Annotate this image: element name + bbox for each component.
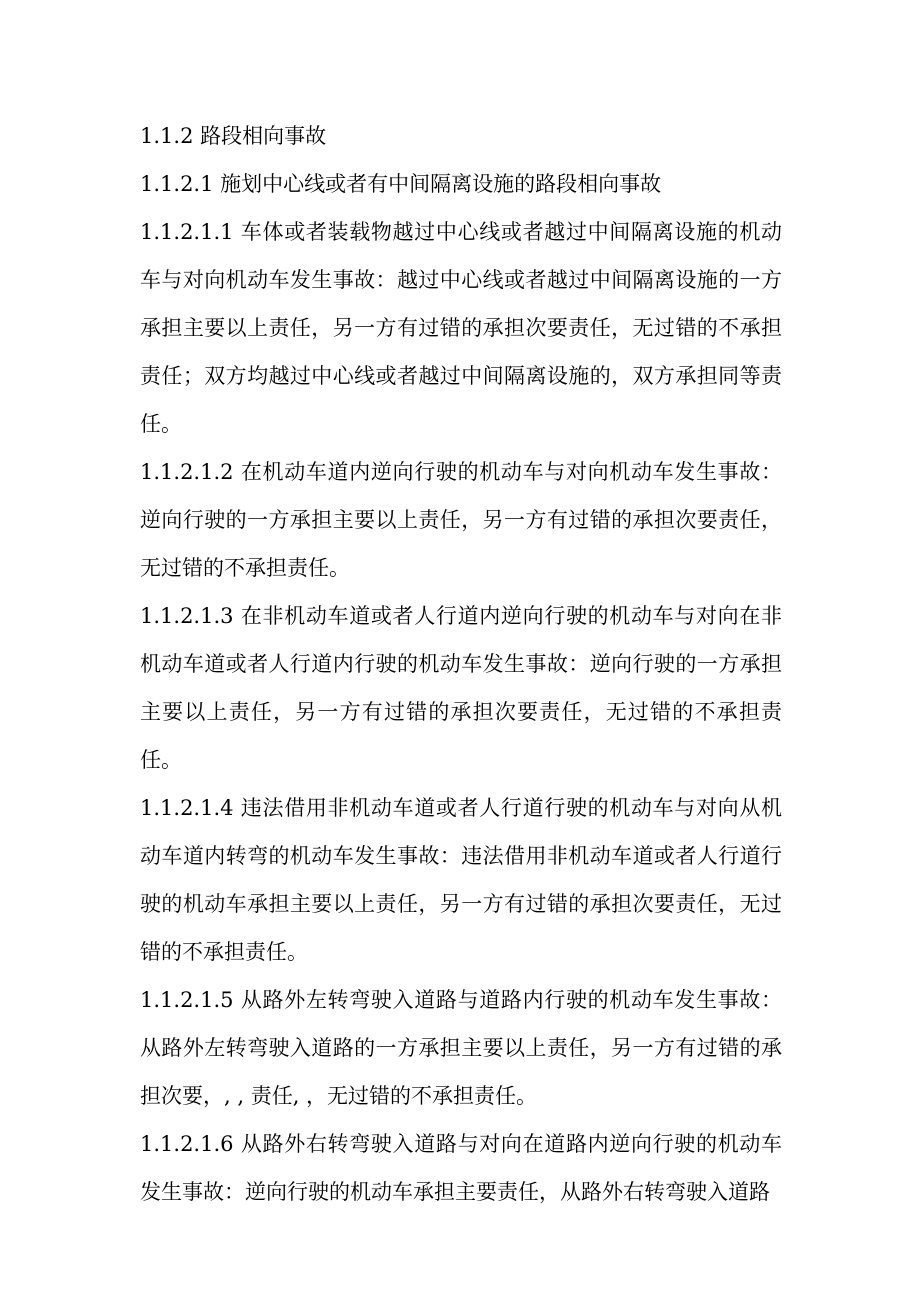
subsection-heading: 1.1.2.1 施划中心线或者有中间隔离设施的路段相向事故 (140, 172, 662, 196)
document-body (140, 112, 782, 1216)
section-heading: 1.1.2 路段相向事故 (140, 124, 327, 148)
clause-1-1-2-1-5: 1.1.2.1.5 从路外左转弯驶入道路与道路内行驶的机动车发生事故：从路外左转弯驶入道路的一方承担主要以上责任，另一方有过错的承担次要，, , 责任, ，无过错的不承担责任。 (140, 988, 782, 1108)
clause-1-1-2-1-4: 1.1.2.1.4 违法借用非机动车道或者人行道行驶的机动车与对向从机动车道内转弯的机动车发生事故：违法借用非机动车道或者人行道行驶的机动车承担主要以上责任，另一方有过错的承担次要责任，无过错的不承担责任。 (140, 796, 782, 964)
clause-1-1-2-1-3: 1.1.2.1.3 在非机动车道或者人行道内逆向行驶的机动车与对向在非机动车道或者人行道内行驶的机动车发生事故：逆向行驶的一方承担主要以上责任，另一方有过错的承担次要责任，无过错的不承担责任。 (140, 604, 782, 772)
clause-1-1-2-1-2: 1.1.2.1.2 在机动车道内逆向行驶的机动车与对向机动车发生事故：逆向行驶的一方承担主要以上责任，另一方有过错的承担次要责任，无过错的不承担责任。 (140, 460, 782, 580)
clause-1-1-2-1-1: 1.1.2.1.1 车体或者装载物越过中心线或者越过中间隔离设施的机动车与对向机动车发生事故：越过中心线或者越过中间隔离设施的一方承担主要以上责任，另一方有过错的承担次要责任，无过错的不承担责任；双方均越过中心线或者越过中间隔离设施的，双方承担同等责任。 (140, 220, 782, 436)
clause-1-1-2-1-6: 1.1.2.1.6 从路外右转弯驶入道路与对向在道路内逆向行驶的机动车发生事故：逆向行驶的机动车承担主要责任，从路外右转弯驶入道路 (140, 1132, 782, 1204)
